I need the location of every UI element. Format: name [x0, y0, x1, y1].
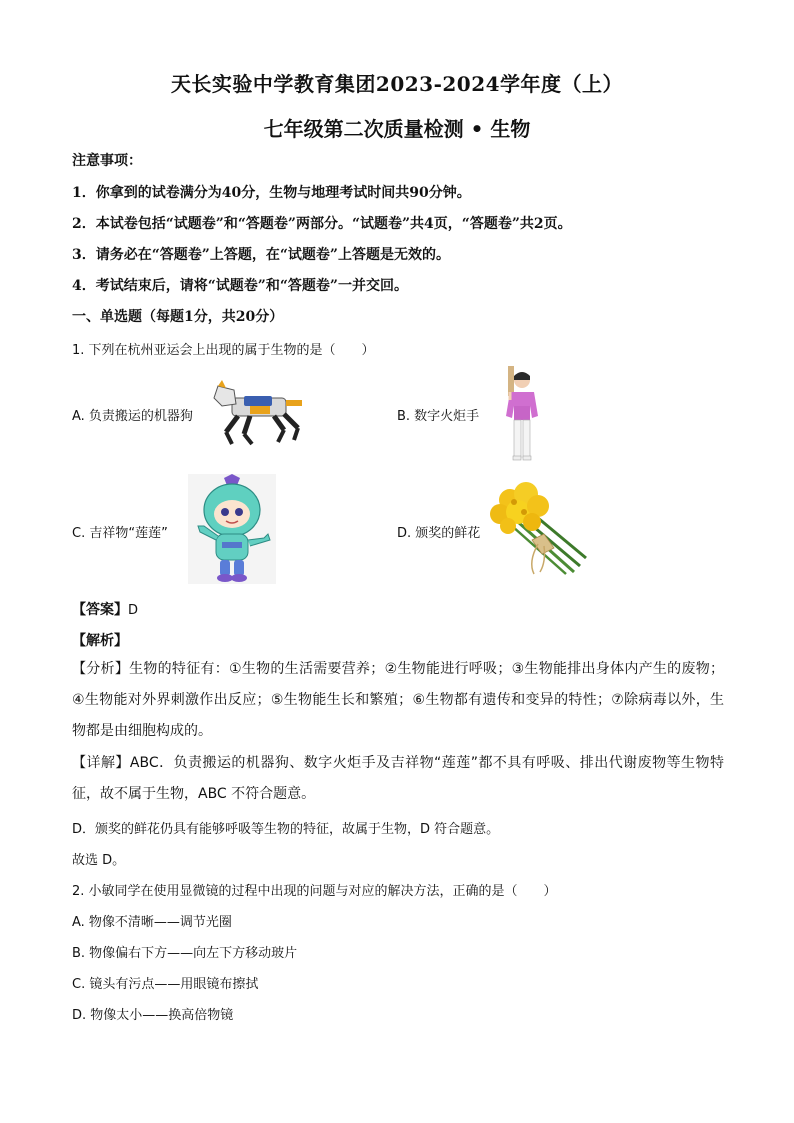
- digital-torchbearer-image: [496, 366, 546, 462]
- q2-option-d: D. 物像太小——换高倍物镜: [72, 1008, 234, 1023]
- section-heading: 一、单选题（每题1分，共20分）: [72, 309, 284, 325]
- answer-label: 【答案】: [72, 602, 128, 618]
- exam-subtitle: 七年级第二次质量检测 • 生物: [263, 117, 531, 141]
- mascot-lianlian-image: [188, 474, 276, 584]
- q2-option-c: C. 镜头有污点——用眼镜布擦拭: [72, 977, 259, 992]
- answer-value: D: [128, 603, 139, 618]
- detail-text: 【详解】ABC．负责搬运的机器狗、数字火炬手及吉祥物“莲莲”都不具有呼吸、排出代谢废物等生物特征，故不属于生物，ABC 不符合题意。: [72, 755, 724, 802]
- q2-option-b: B. 物像偏右下方——向左下方移动玻片: [72, 946, 298, 961]
- q1-option-a: A. 负责搬运的机器狗: [72, 409, 193, 424]
- answer-line: [72, 599, 138, 619]
- analysis-label: 【解析】: [72, 633, 128, 649]
- notice-item: 1．你拿到的试卷满分为40分，生物与地理考试时间共90分钟。: [72, 185, 471, 201]
- notice-item: 3．请务必在“答题卷”上答题，在“试题卷”上答题是无效的。: [72, 247, 450, 263]
- q2-option-a: A. 物像不清晰——调节光圈: [72, 915, 232, 930]
- question-2-stem: 2. 小敏同学在使用显微镜的过程中出现的问题与对应的解决方法，正确的是（ ）: [72, 884, 557, 899]
- notice-heading: 注意事项：: [72, 153, 142, 169]
- exam-title: 天长实验中学教育集团2023-2024学年度（上）: [170, 72, 624, 96]
- robot-dog-image: [204, 380, 312, 446]
- detail-d-text: D．颁奖的鲜花仍具有能够呼吸等生物的特征，故属于生物，D 符合题意。: [72, 822, 500, 837]
- analysis-text: 【分析】生物的特征有：①生物的生活需要营养；②生物能进行呼吸；③生物能排出身体内产生的废物；④生物能对外界刺激作出反应；⑤生物能生长和繁殖；⑥生物都有遗传和变异的特性；⑦除病毒以外，生物都是由细胞构成的。: [72, 661, 724, 739]
- q1-option-c: C. 吉祥物“莲莲”: [72, 526, 168, 541]
- award-flowers-image: [488, 482, 592, 576]
- question-1-stem: 1. 下列在杭州亚运会上出现的属于生物的是（ ）: [72, 343, 375, 358]
- notice-item: 4．考试结束后，请将“试题卷”和“答题卷”一并交回。: [72, 278, 408, 294]
- notice-item: 2．本试卷包括“试题卷”和“答题卷”两部分。“试题卷”共4页，“答题卷”共2页。: [72, 216, 572, 232]
- q1-option-b: B. 数字火炬手: [397, 409, 480, 424]
- q1-option-d: D. 颁奖的鲜花: [397, 526, 481, 541]
- conclusion-text: 故选 D。: [72, 853, 126, 868]
